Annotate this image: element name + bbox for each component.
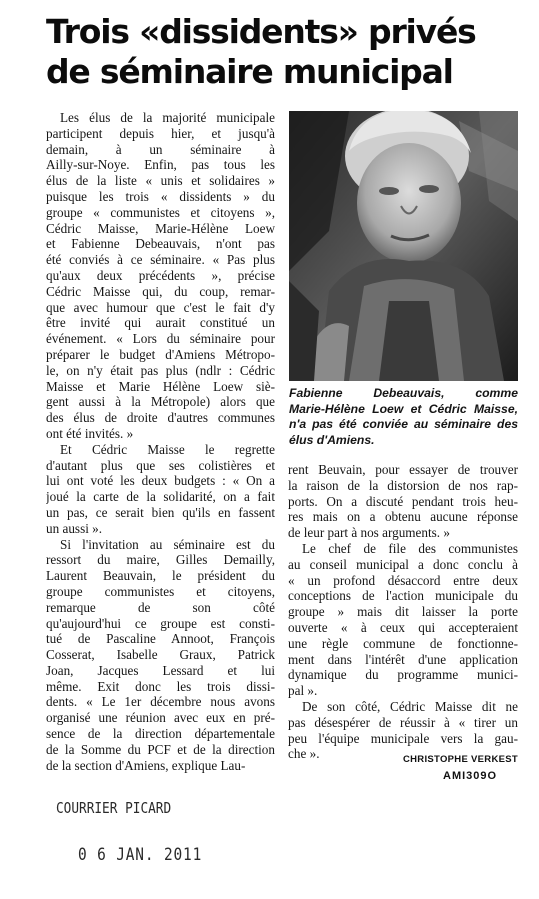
left-column-line: puisque les trois « dissidents » du bbox=[46, 188, 275, 204]
right-column-line: groupe » mais dit laisser la porte bbox=[288, 604, 518, 620]
left-column-paragraph bbox=[46, 110, 275, 442]
left-column-line: Ailly-sur-Noye. Enfin, pas tous les bbox=[46, 157, 275, 173]
headline-line-2: de séminaire municipal bbox=[46, 52, 453, 91]
left-column-line: demain, à un séminaire à bbox=[46, 141, 275, 157]
left-column-line: sence de la direction départementale bbox=[46, 726, 275, 742]
article-right-column bbox=[288, 462, 518, 762]
left-column-line: élus de la liste « unis et solidaires » bbox=[46, 173, 275, 189]
caption-line: élus d'Amiens. bbox=[289, 432, 375, 447]
left-column-line: ont été invités. » bbox=[46, 425, 134, 441]
left-column-line: Maisse et Marie Hélène Loew siè- bbox=[46, 378, 275, 394]
right-column-line: « un profond désaccord entre deux bbox=[288, 572, 518, 588]
left-column-line: Cédric Maisse qui, du coup, remar- bbox=[46, 283, 275, 299]
left-column-line: le, on n'y était pas plus (ndlr : Cédric bbox=[46, 362, 275, 378]
left-column-line: dents. « Le 1er décembre nous avons bbox=[46, 694, 275, 710]
left-column-line: que avec humour que c'est le fait d'y bbox=[46, 299, 275, 315]
caption-line: Marie-Hélène Loew et Cédric Maisse, bbox=[289, 401, 518, 416]
left-column-line: gent aussi à la Métropole) alors que bbox=[46, 394, 275, 410]
right-column-paragraph bbox=[288, 699, 518, 762]
left-column-line: préparer le budget d'Amiens Métropo- bbox=[46, 346, 275, 362]
left-column-line: Laurent Beauvain, le président du bbox=[46, 568, 275, 584]
left-column-line: lui ont voté les deux budgets : « On a bbox=[46, 473, 275, 489]
caption-line: n'a pas été conviée au séminaire des bbox=[289, 417, 518, 431]
date-stamp: 0 6 JAN. 2011 bbox=[78, 845, 203, 865]
left-column-line: et Fabienne Debeauvais, n'ont pas bbox=[46, 236, 275, 252]
left-column-line: qu'aujourd'hui ce groupe est consti- bbox=[46, 615, 275, 631]
reference-code: AMI309O bbox=[443, 770, 498, 780]
right-column-line: ouverte « à ceux qui accepteraient bbox=[288, 619, 518, 635]
left-column-line: même. Exit donc les trois dissi- bbox=[46, 678, 275, 694]
right-column-line: une règle commune de fonctionne- bbox=[288, 635, 518, 651]
left-column-line: Les élus de la majorité municipale bbox=[60, 110, 275, 125]
left-column-line: Joan, Jacques Lessard et lui bbox=[46, 662, 275, 678]
portrait-photo-graphic bbox=[289, 111, 518, 381]
left-column-line: Et Cédric Maisse le regrette bbox=[60, 441, 275, 457]
left-column-paragraph bbox=[46, 442, 275, 537]
left-column-line: groupe communistes et citoyens, bbox=[46, 583, 275, 599]
left-column-line: joué la carte de la solidarité, on a fait bbox=[46, 489, 275, 505]
right-column-line: au conseil municipal a donc conclu à bbox=[288, 556, 518, 572]
headline bbox=[46, 12, 526, 92]
left-column-line: un aussi ». bbox=[46, 520, 103, 536]
right-column-line: dynamique du programme munici- bbox=[288, 667, 518, 683]
photo-caption bbox=[289, 386, 518, 448]
left-column-line: être invité qui aurait constitué un bbox=[46, 315, 275, 331]
byline: CHRISTOPHE VERKEST bbox=[402, 754, 518, 765]
left-column-line: un pas, ce serait bien qu'ils en fassent bbox=[46, 504, 275, 520]
left-column-line: tué de Pascaline Annoot, François bbox=[46, 631, 275, 647]
caption-line: Fabienne Debeauvais, comme bbox=[289, 386, 518, 400]
left-column-line: groupe « communistes et citoyens », bbox=[46, 204, 275, 220]
right-column-line: ment dans l'intérêt d'une application bbox=[288, 651, 518, 667]
left-column-line: des élus de droite d'autres communes bbox=[46, 410, 275, 426]
left-column-line: qu'aux deux précédents », précise bbox=[46, 267, 275, 283]
article-left-column bbox=[46, 110, 275, 773]
right-column-line: pal ». bbox=[288, 683, 318, 699]
right-column-line: conceptions de l'action municipale du bbox=[288, 588, 518, 604]
right-column-line: peu l'équipe municipale vers la gau- bbox=[288, 730, 518, 746]
left-column-line: Si l'invitation au séminaire est du bbox=[60, 536, 275, 552]
left-column-line: Cédric Maisse, Marie-Hélène Loew bbox=[46, 220, 275, 236]
left-column-line: remarque de son côté bbox=[46, 599, 275, 615]
left-column-paragraph bbox=[46, 537, 275, 774]
right-column-line: la raison de la distorsion de nos rap- bbox=[288, 477, 518, 493]
right-column-line: res mais on a obtenu aucune réponse bbox=[288, 509, 518, 525]
left-column-line: d'autant plus que ses colistières et bbox=[46, 457, 275, 473]
left-column-line: participent depuis hier, et jusqu'à bbox=[46, 125, 275, 141]
left-column-line: ressort du maire, Gilles Demailly, bbox=[46, 552, 275, 568]
left-column-line: de la Somme du PCF et de la direction bbox=[46, 741, 275, 757]
left-column-line: été conviés à ce séminaire. « Pas plus bbox=[46, 252, 275, 268]
portrait-photo bbox=[289, 111, 518, 381]
right-column-line: rent Beuvain, pour essayer de trouver bbox=[288, 462, 518, 477]
right-column-paragraph bbox=[288, 462, 518, 541]
right-column-line: De son côté, Cédric Maisse dit ne bbox=[302, 698, 518, 714]
right-column-line: che ». bbox=[288, 746, 320, 762]
right-column-line: Le chef de file des communistes bbox=[302, 540, 518, 556]
right-column-line: pas désespérer de réussir à « tirer un bbox=[288, 714, 518, 730]
right-column-line: ports. On a discuté pendant trois heu- bbox=[288, 493, 518, 509]
headline-line-1: Trois «dissidents» privés bbox=[46, 12, 476, 51]
left-column-line: organisé une réunion avec eux en pré- bbox=[46, 710, 275, 726]
right-column-paragraph bbox=[288, 541, 518, 699]
left-column-line: Cosserat, Isabelle Graux, Patrick bbox=[46, 647, 275, 663]
right-column-line: de leur part à nos arguments. » bbox=[288, 525, 450, 541]
left-column-line: de la section d'Amiens, explique Lau- bbox=[46, 757, 246, 773]
left-column-line: événement. « Lors du séminaire pour bbox=[46, 331, 275, 347]
publication-stamp: COURRIER PICARD bbox=[56, 799, 172, 817]
